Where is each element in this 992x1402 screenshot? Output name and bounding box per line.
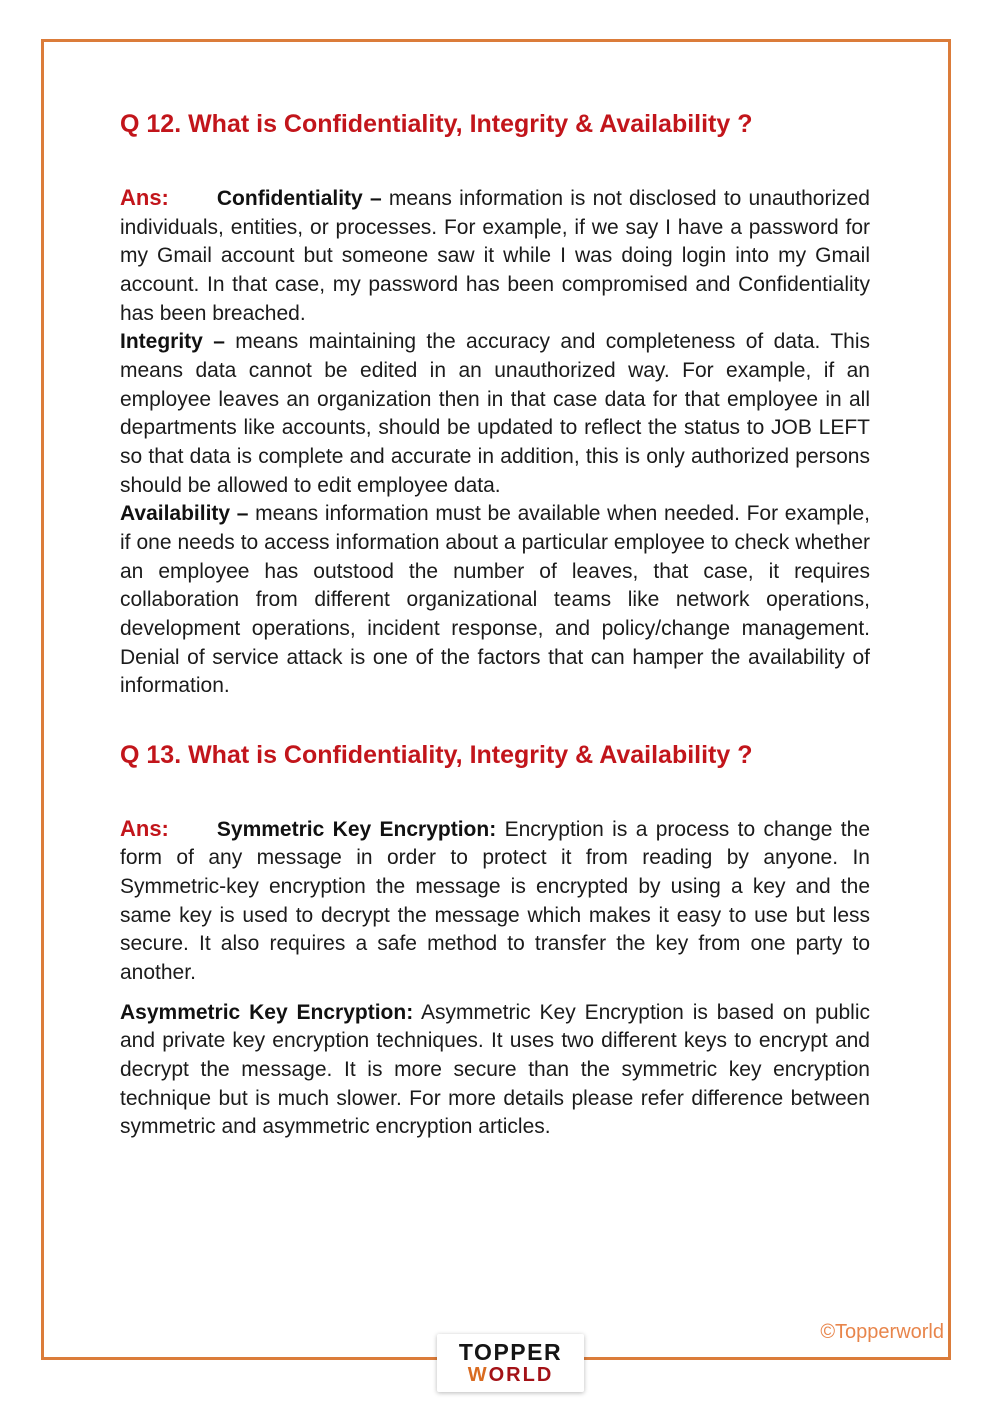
- copyright-text: ©Topperworld: [820, 1321, 944, 1343]
- q13-ans-label: Ans:: [120, 815, 169, 841]
- q12-paragraph-integrity: [120, 328, 870, 500]
- asymmetric-encryption-lead: Asymmetric Key Encryption:: [120, 1000, 414, 1024]
- asymmetric-encryption-text: Asymmetric Key Encryption is based on public and private key encryption techniques. It uses two different keys to encrypt and decrypt the message. It is more secure than the symmetric key encryption technique but is much slower. For more details please refer difference between symmetric and asymmetric encryption articles.: [120, 1000, 871, 1139]
- logo-topper-text: TOPPER: [458, 1338, 563, 1365]
- q13-heading: Q 13. What is Confidentiality, Integrity & Availability ?: [120, 740, 753, 769]
- q13-paragraph-asymmetric: [120, 999, 870, 1142]
- q12-ans-label: Ans:: [120, 185, 169, 210]
- q13-answer: [120, 814, 870, 1142]
- symmetric-encryption-text: Encryption is a process to change the form of any message in order to protect it from reading by anyone. In Symmetric-key encryption the message is encrypted by using a key and the same key is used to decrypt the message which makes it easy to use but less secure. It also requires a safe method to transfer the key from one party to another.: [120, 817, 870, 985]
- q12-paragraph-confidentiality: [120, 183, 870, 328]
- confidentiality-text: means information is not disclosed to unauthorized individuals, entities, or processes. For example, if we say I have a password for my Gmail account but someone saw it while I was doing login into my Gmail account. In that case, my password has been compromised and Confidentiality has been breached.: [120, 187, 870, 325]
- page-content: [120, 110, 870, 1142]
- q12-answer: [120, 183, 870, 701]
- integrity-text: means maintaining the accuracy and completeness of data. This means data cannot be edited in an unauthorized way. For example, if an employee leaves an organization then in that case data for that employee in all departments like accounts, should be updated to reflect the status to JOB LEFT so that data is complete and accurate in addition, this is only authorized persons should be allowed to edit employee data.: [120, 330, 870, 497]
- q13-paragraph-symmetric: [120, 814, 870, 988]
- q12-heading: Q 12. What is Confidentiality, Integrity & Availability ?: [120, 110, 753, 138]
- topperworld-logo: [437, 1334, 584, 1392]
- q12-paragraph-availability: [120, 500, 870, 701]
- integrity-lead: Integrity –: [120, 330, 225, 354]
- symmetric-encryption-lead: Symmetric Key Encryption:: [216, 817, 497, 841]
- availability-lead: Availability –: [120, 502, 249, 526]
- confidentiality-lead: Confidentiality –: [216, 187, 382, 210]
- availability-text: means information must be available when needed. For example, if one needs to access information about a particular employee to check whether an employee has outstood the number of leaves, that case, it requires collaboration from different organizational teams like network operations, development operations, incident response, and policy/change management. Denial of service attack is one of the factors that can hamper the availability of information.: [120, 502, 870, 698]
- logo-world-text: WORLD: [467, 1364, 554, 1387]
